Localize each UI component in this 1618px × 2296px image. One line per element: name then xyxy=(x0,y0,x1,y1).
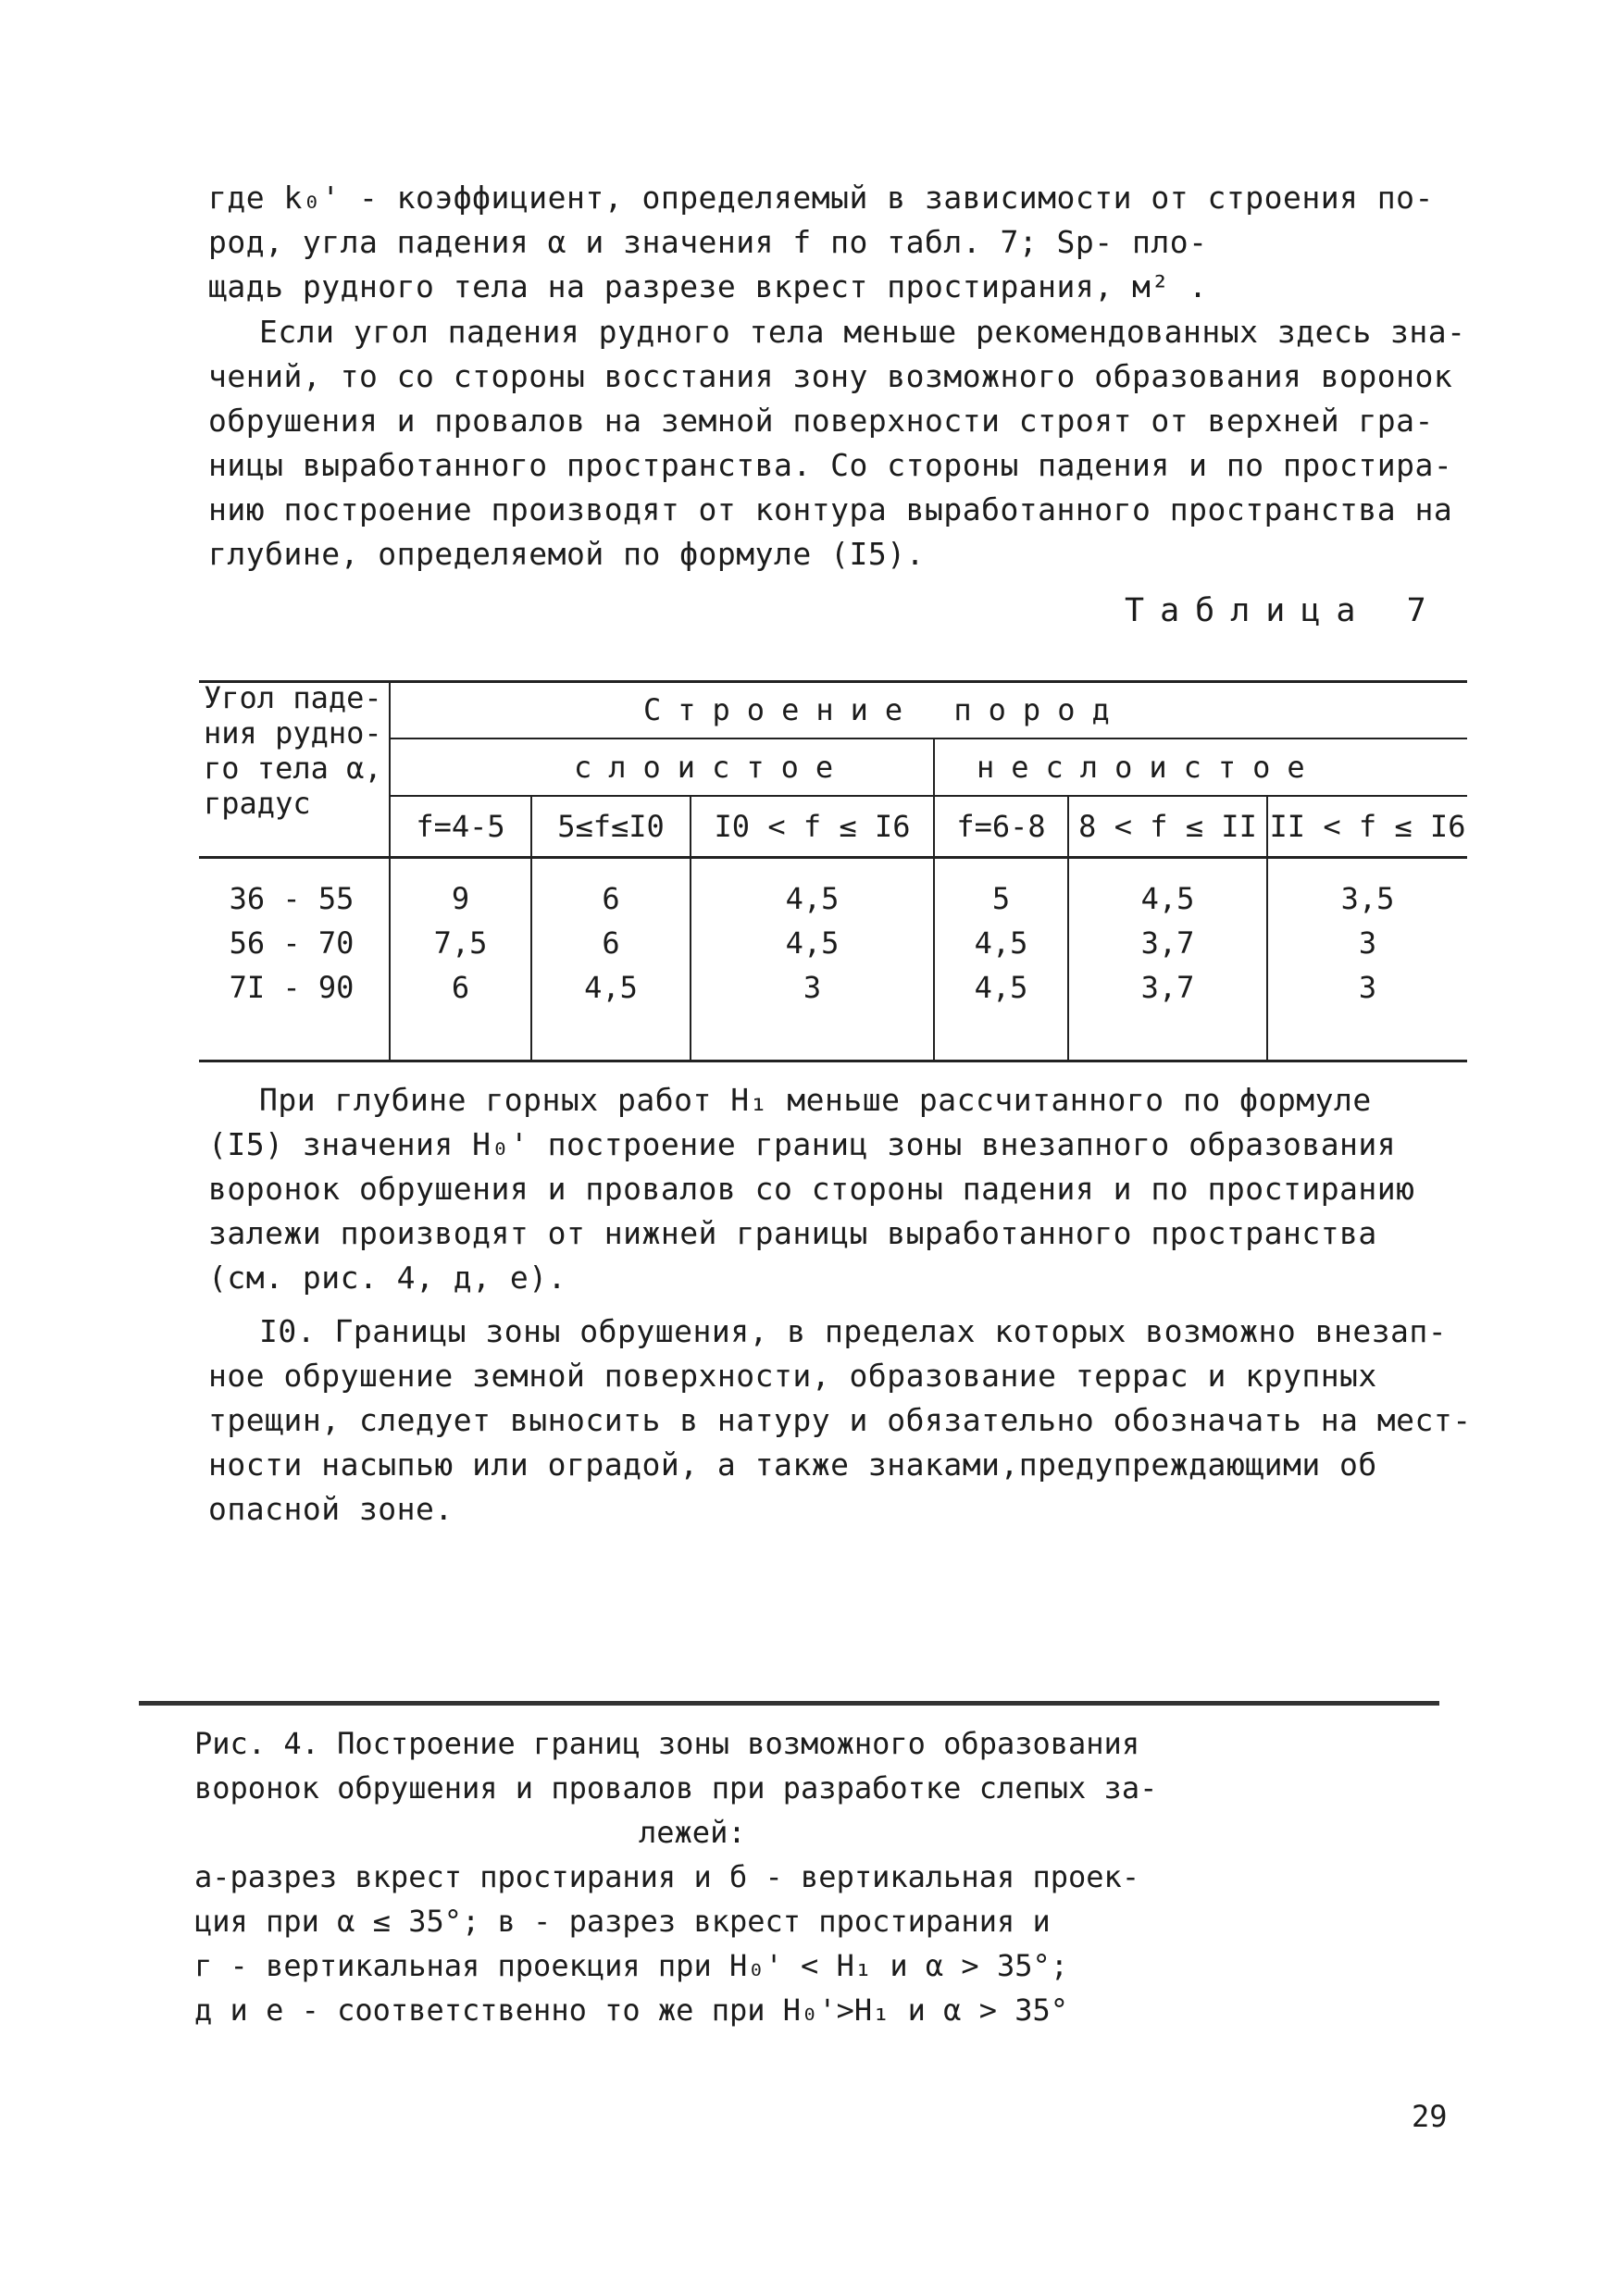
caption-line: д и е - соответственно то же при H₀'>H₁ и α > 35° xyxy=(194,1992,1069,2028)
table-cell: 5 xyxy=(991,881,1011,916)
text-line: залежи производят от нижней границы выработанного пространства xyxy=(208,1215,1377,1251)
table-cell: 4,5 xyxy=(1140,881,1195,916)
text-line: щадь рудного тела на разрезе вкрест простирания, м² . xyxy=(208,268,1208,304)
text-line: Если угол падения рудного тела меньше рекомендованных здесь зна- xyxy=(259,314,1466,350)
caption-line: Рис. 4. Построение границ зоны возможного образования xyxy=(194,1726,1140,1761)
subheader-cell: f=4-5 xyxy=(416,809,505,844)
subheader-cell: 5≤f≤I0 xyxy=(557,809,665,844)
text-line: ное обрушение земной поверхности, образование террас и крупных xyxy=(208,1358,1377,1394)
text-line: (I5) значения H₀' построение границ зоны внезапного образования xyxy=(208,1126,1397,1162)
table-cell: 7,5 xyxy=(433,925,488,961)
header-nonlayered: неслоистое xyxy=(977,750,1322,785)
caption-line: ция при α ≤ 35°; в - разрез вкрест простирания и xyxy=(194,1904,1051,1939)
text-line: I0. Границы зоны обрушения, в пределах которых возможно внезап- xyxy=(259,1313,1448,1349)
caption-line: воронок обрушения и провалов при разработке слепых за- xyxy=(194,1770,1158,1806)
text-line: чений, то со стороны восстания зону возможного образования воронок xyxy=(208,358,1453,394)
coefficient-table xyxy=(199,680,1467,1065)
table-inner-rule xyxy=(389,738,1467,739)
table-cell: 4,5 xyxy=(974,970,1028,1005)
text-line: При глубине горных работ H₁ меньше рассчитанного по формуле xyxy=(259,1082,1372,1118)
paragraph-dip-angle xyxy=(208,310,1466,577)
subheader-cell: II < f ≤ I6 xyxy=(1269,809,1466,844)
table-cell: 6 xyxy=(602,881,620,916)
text-line: трещин, следует выносить в натуру и обязательно обозначать на мест- xyxy=(208,1402,1472,1438)
table-cell: 3 xyxy=(1358,970,1377,1005)
footnote-divider xyxy=(139,1701,1439,1706)
row-angle: 36 - 55 xyxy=(229,881,355,916)
table-cell: 9 xyxy=(451,881,470,916)
table-title: Таблица 7 xyxy=(1125,592,1442,629)
intro-paragraph xyxy=(208,176,1453,309)
table-cell: 3 xyxy=(803,970,822,1005)
text-line: где k₀' - коэффициент, определяемый в зависимости от строения по- xyxy=(208,180,1434,216)
text-line: (см. рис. 4, д, е). xyxy=(208,1260,566,1296)
header-angle-line: Угол паде- xyxy=(204,680,382,715)
subheader-cell: 8 < f ≤ II xyxy=(1078,809,1257,844)
text-line: ности насыпью или оградой, а также знаками,предупреждающими об xyxy=(208,1446,1377,1483)
table-cell: 6 xyxy=(451,970,470,1005)
page-number: 29 xyxy=(1412,2099,1448,2134)
table-cell: 4,5 xyxy=(785,881,840,916)
table-cell: 4,5 xyxy=(785,925,840,961)
table-cell: 3 xyxy=(1358,925,1377,961)
figure-caption xyxy=(194,1721,1259,2032)
table-inner-rule xyxy=(389,795,1467,797)
caption-line: лежей: xyxy=(639,1815,746,1850)
table-cell: 6 xyxy=(602,925,620,961)
row-angle: 56 - 70 xyxy=(229,925,355,961)
table-cell: 4,5 xyxy=(584,970,638,1005)
table-cell: 3,7 xyxy=(1140,970,1195,1005)
subheader-cell: I0 < f ≤ I6 xyxy=(714,809,911,844)
header-angle xyxy=(204,680,382,821)
table-cell: 3,7 xyxy=(1140,925,1195,961)
header-angle-line: ния рудно- xyxy=(204,715,382,751)
paragraph-mining-depth xyxy=(208,1078,1453,1300)
text-line: глубине, определяемой по формуле (I5). xyxy=(208,536,925,572)
subheader-cell: f=6-8 xyxy=(956,809,1046,844)
row-angle: 7I - 90 xyxy=(229,970,355,1005)
text-line: нию построение производят от контура выработанного пространства на xyxy=(208,491,1453,527)
paragraph-collapse-zone xyxy=(208,1309,1472,1532)
caption-line: а-разрез вкрест простирания и б - вертикальная проек- xyxy=(194,1859,1140,1894)
header-angle-line: го тела α, xyxy=(204,751,382,786)
text-line: воронок обрушения и провалов со стороны падения и по простиранию xyxy=(208,1171,1415,1207)
text-line: опасной зоне. xyxy=(208,1491,454,1527)
caption-line: г - вертикальная проекция при H₀' < H₁ и α > 35°; xyxy=(194,1948,1069,1983)
header-layered: слоистое xyxy=(574,750,851,785)
text-line: ницы выработанного пространства. Со стороны падения и по простира- xyxy=(208,447,1453,483)
table-cell: 3,5 xyxy=(1340,881,1395,916)
header-angle-line: градус xyxy=(204,786,311,821)
table-cell: 4,5 xyxy=(974,925,1028,961)
header-rock-structure: Строение пород xyxy=(643,692,1126,727)
text-line: род, угла падения α и значения f по табл. 7; Sp- пло- xyxy=(208,224,1208,260)
text-line: обрушения и провалов на земной поверхности строят от верхней гра- xyxy=(208,403,1434,439)
